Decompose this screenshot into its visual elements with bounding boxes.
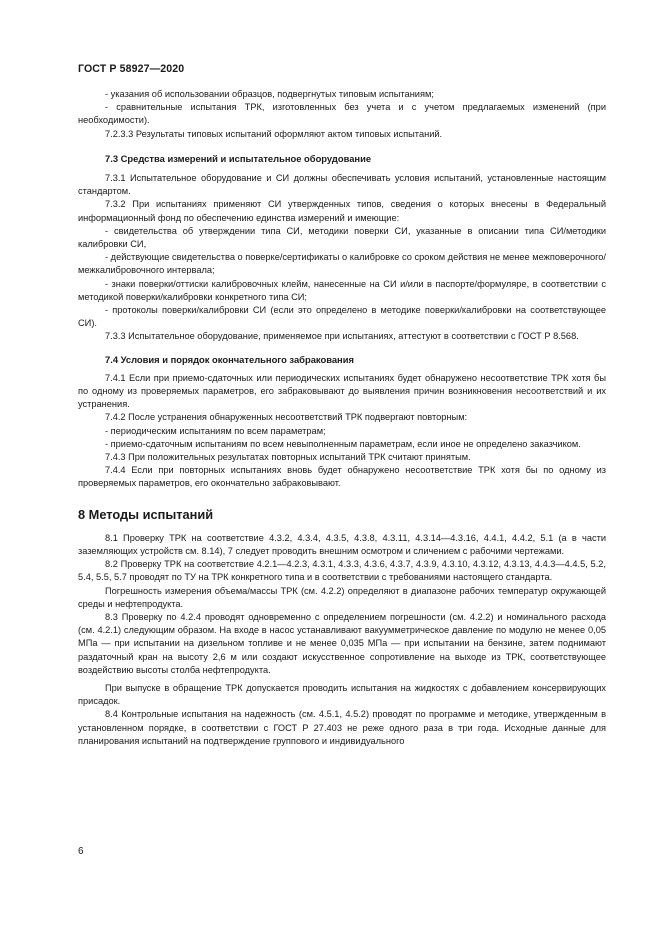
paragraph: 7.4.2 После устранения обнаруженных несоответствий ТРК подвергают повторным:: [105, 412, 468, 423]
list-item: - протоколы поверки/калибровки СИ (если это определено в методике поверки/калибровки на соответствующее СИ).: [78, 305, 606, 329]
paragraph: 7.2.3.3 Результаты типовых испытаний оформляют актом типовых испытаний.: [105, 128, 443, 139]
page-number: 6: [78, 846, 84, 857]
paragraph: 8.1 Проверку ТРК на соответствие 4.3.2, 4.3.4, 4.3.5, 4.3.8, 4.3.11, 4.3.14—4.3.16, 4.4.1, 4.4.2, 5.1 (а в части заземляющих устройств см. 8.14), 7 следует проводить внешним осмотром и сличением с рабочими чертежами.: [78, 532, 606, 556]
paragraph: 8.4 Контрольные испытания на надежность (см. 4.5.1, 4.5.2) проводят по программе и методике, утвержденным в установленном порядке, в соответствии с ГОСТ Р 27.403 не реже одного раза в три года. Исходные данные для планирования испытаний на подтверждение группового и индивидуального: [78, 709, 606, 746]
list-item: - периодическим испытаниям по всем параметрам;: [105, 425, 326, 436]
list-item: - свидетельства об утверждении типа СИ, методики поверки СИ, указанные в описании типа СИ/методики калибровки СИ,: [78, 225, 606, 250]
paragraph: 7.3.1 Испытательное оборудование и СИ должны обеспечивать условия испытаний, установленные настоящим стандартом.: [78, 173, 606, 197]
list-item: - сравнительные испытания ТРК, изготовленных без учета и с учетом предлагаемых изменений (при необходимости).: [78, 102, 606, 126]
paragraph: 7.3.3 Испытательное оборудование, применяемое при испытаниях, аттестуют в соответствии с ГОСТ Р 8.568.: [105, 331, 579, 342]
paragraph: 7.4.3 При положительных результатах повторных испытаний ТРК считают принятым.: [105, 452, 471, 463]
section-heading-7-4: 7.4 Условия и порядок окончательного забракования: [105, 353, 354, 365]
section-heading-8: 8 Методы испытаний: [78, 506, 214, 522]
document-body: [78, 88, 606, 748]
paragraph: 8.3 Проверку по 4.2.4 проводят одновременно с определением погрешности (см. 4.2.2) и номинального расхода (см. 4.2.1) следующим образом. На входе в насос устанавливают вакуумметрическое давление по модулю не менее 0,05 МПа — при испытании на дизельном топливе и не менее 0,035 МПа — при испытании на бензине, затем поднимают раздаточный кран на высоту 2,6 м или создают искусственное сопротивление на выходе из ТРК, соответствующее воздействию высоты столба нефтепродукта.: [78, 611, 606, 675]
paragraph: Погрешность измерения объема/массы ТРК (см. 4.2.2) определяют в диапазоне рабочих температур окружающей среды и нефтепродукта.: [78, 585, 606, 609]
list-item: - приемо-сдаточным испытаниям по всем невыполненным параметрам, если иное не определено заказчиком.: [105, 438, 581, 449]
paragraph: 7.4.4 Если при повторных испытаниях вновь будет обнаружено несоответствие ТРК хотя бы по одному из проверяемых параметров, его окончательно забраковывают.: [78, 465, 606, 489]
standard-designation: ГОСТ Р 58927—2020: [78, 63, 185, 75]
paragraph: 7.3.2 При испытаниях применяют СИ утвержденных типов, сведения о которых внесены в Федеральный информационный фонд по обеспечению единства измерений и имеющие:: [78, 199, 606, 223]
list-item: - указания об использовании образцов, подвергнутых типовым испытаниям;: [105, 89, 434, 99]
section-heading-7-3: 7.3 Средства измерений и испытательное оборудование: [105, 152, 372, 164]
paragraph: 7.4.1 Если при приемо-сдаточных или периодических испытаниях будет обнаружено несоответствие ТРК хотя бы по одному из проверяемых параметров, его забраковывают до выявления причин возникновения несоответствий и их устранения.: [78, 372, 606, 410]
paragraph: При выпуске в обращение ТРК допускается проводить испытания на жидкостях с добавлением консервирующих присадок.: [78, 682, 606, 707]
list-item: - действующие свидетельства о поверке/сертификаты о калибровке со сроком действия не менее межповерочного/межкалибровочного интервала;: [78, 252, 606, 276]
paragraph: 8.2 Проверку ТРК на соответствие 4.2.1—4.2.3, 4.3.1, 4.3.3, 4.3.6, 4.3.7, 4.3.9, 4.3.10, 4.3.12, 4.3.13, 4.4.3—4.4.5, 5.2, 5.4, 5.5, 5.7 проводят по ТУ на ТРК конкретного типа и в соответствии с требованиями настоящего стандарта.: [78, 559, 606, 583]
list-item: - знаки поверки/оттиски калибровочных клейм, нанесенные на СИ и/или в паспорте/формуляре, в соответствии с методикой поверки/калибровки конкретного типа СИ;: [78, 278, 606, 302]
